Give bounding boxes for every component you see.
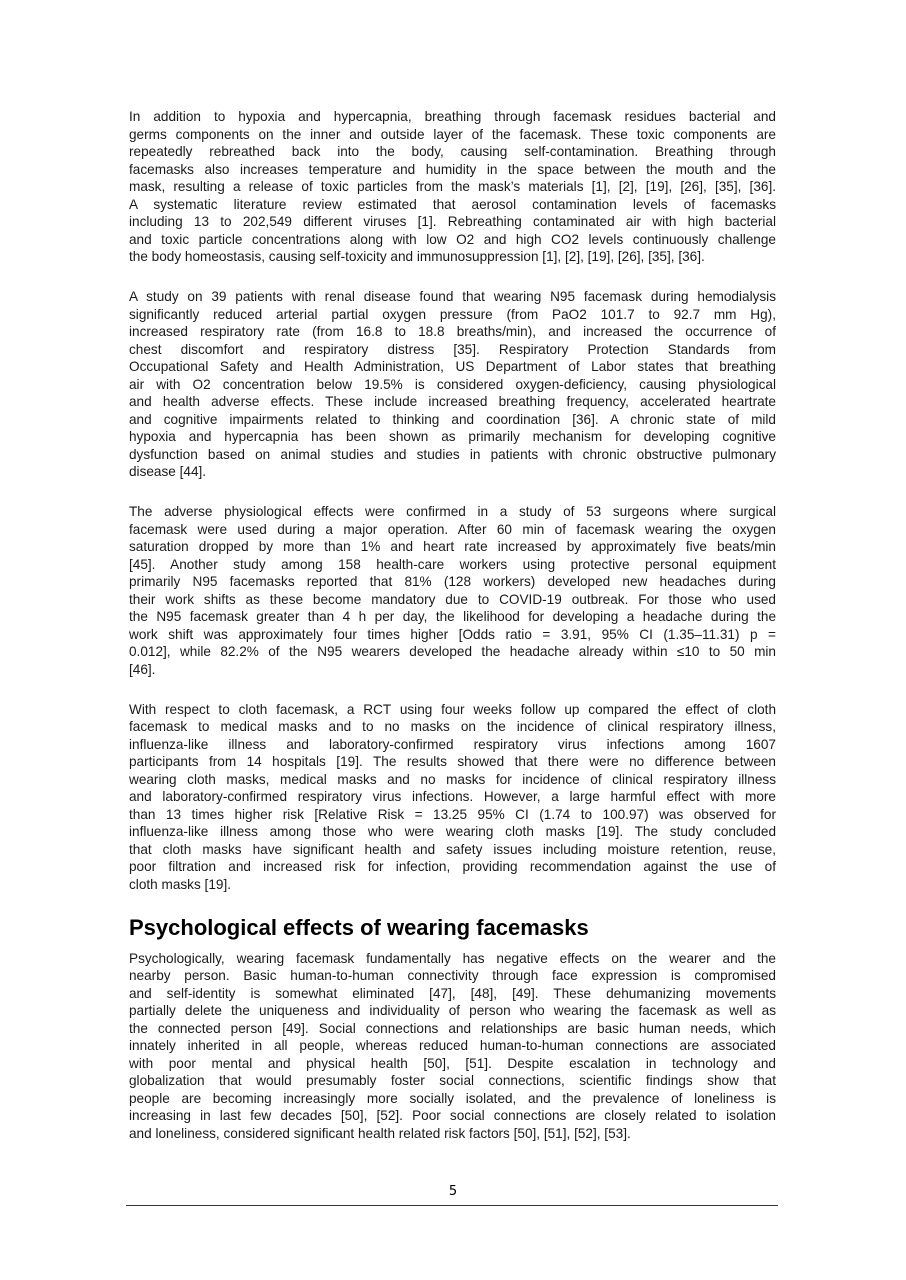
text-line: and cognitive impairments related to thinking and coordination [36]. A chronic state of mild <box>129 411 776 427</box>
text-line: globalization that would presumably foster social connections, scientific findings show that <box>129 1073 776 1088</box>
body-paragraphs <box>129 108 776 893</box>
text-line: With respect to cloth facemask, a RCT using four weeks follow up compared the effect of cloth <box>129 701 776 717</box>
text-line: hypoxia and hypercapnia has been shown as primarily mechanism for developing cognitive <box>129 429 776 444</box>
text-line: increasing in last few decades [50], [52]. Poor social connections are closely related to isolation <box>129 1108 776 1123</box>
text-line: nearby person. Basic human-to-human connectivity through face expression is compromised <box>129 968 776 983</box>
text-line: participants from 14 hospitals [19]. The results showed that there were no difference between <box>129 754 776 769</box>
text-line: air with O2 concentration below 19.5% is considered oxygen-deficiency, causing physiological <box>129 376 776 392</box>
text-line: increased respiratory rate (from 16.8 to 18.8 breaths/min), and increased the occurrence of <box>129 324 776 339</box>
text-line: and laboratory-confirmed respiratory virus infections. However, a large harmful effect with more <box>129 789 776 804</box>
text-line: [46]. <box>129 661 156 677</box>
text-line: that cloth masks have significant health and safety issues including moisture retention, reuse, <box>129 841 776 857</box>
text-line: their work shifts as these become mandatory due to COVID-19 outbreak. For those who used <box>129 591 776 607</box>
text-line: work shift was approximately four times higher [Odds ratio = 3.91, 95% CI (1.35–11.31) p = <box>129 626 776 642</box>
text-line: primarily N95 facemasks reported that 81% (128 workers) developed new headaches during <box>129 574 776 589</box>
text-line: facemask to medical masks and to no masks on the incidence of clinical respiratory illness, <box>129 719 776 734</box>
text-line: A systematic literature review estimated that aerosol contamination levels of facemasks <box>129 196 776 212</box>
text-line: poor filtration and increased risk for infection, providing recommendation against the use of <box>129 859 776 874</box>
text-line: than 13 times higher risk [Relative Risk = 13.25 95% CI (1.74 to 100.97) was observed for <box>129 806 776 822</box>
text-line: A study on 39 patients with renal disease found that wearing N95 facemask during hemodialysis <box>129 289 776 304</box>
text-line: Psychologically, wearing facemask fundamentally has negative effects on the wearer and the <box>129 950 776 966</box>
text-line: In addition to hypoxia and hypercapnia, breathing through facemask residues bacterial and <box>129 109 776 124</box>
footer-divider <box>126 1205 778 1206</box>
section-heading: Psychological effects of wearing facemasks <box>129 914 589 940</box>
paragraph <box>129 503 776 678</box>
text-line: saturation dropped by more than 1% and heart rate increased by approximately five beats/min <box>129 539 776 554</box>
paragraph <box>129 701 776 894</box>
text-line: facemask were used during a major operation. After 60 min of facemask wearing the oxygen <box>129 521 776 537</box>
text-line: with poor mental and physical health [50], [51]. Despite escalation in technology and <box>129 1055 776 1071</box>
text-line: the connected person [49]. Social connections and relationships are basic human needs, which <box>129 1020 776 1036</box>
text-line: repeatedly rebreathed back into the body, causing self-contamination. Breathing through <box>129 144 776 159</box>
page-body <box>129 108 776 1165</box>
text-line: and health adverse effects. These include increased breathing frequency, accelerated heartrate <box>129 394 776 409</box>
text-line: disease [44]. <box>129 464 207 479</box>
text-line: innately inherited in all people, whereas reduced human-to-human connections are associated <box>129 1038 776 1053</box>
text-line: the body homeostasis, causing self-toxicity and immunosuppression [1], [2], [19], [26], [35], [36]. <box>129 249 705 264</box>
text-line: facemasks also increases temperature and humidity in the space between the mouth and the <box>129 161 776 177</box>
page-number: 5 <box>448 1184 458 1199</box>
text-line: and loneliness, considered significant health related risk factors [50], [51], [52], [53]. <box>129 1125 631 1141</box>
text-line: including 13 to 202,549 different viruses [1]. Rebreathing contaminated air with high bacterial <box>129 214 776 229</box>
text-line: and self-identity is somewhat eliminated [47], [48], [49]. These dehumanizing movements <box>129 985 776 1001</box>
text-line: people are becoming increasingly more socially isolated, and the prevalence of loneliness is <box>129 1090 776 1106</box>
text-line: wearing cloth masks, medical masks and no masks for incidence of clinical respiratory illness <box>129 771 776 787</box>
text-line: chest discomfort and respiratory distress [35]. Respiratory Protection Standards from <box>129 341 776 357</box>
text-line: mask, resulting a release of toxic particles from the mask’s materials [1], [2], [19], [26], [35], [36]. <box>129 179 776 194</box>
section-paragraphs <box>129 950 776 1143</box>
text-line: partially delete the uniqueness and individuality of person who wearing the facemask as well as <box>129 1003 776 1018</box>
text-line: cloth masks [19]. <box>129 876 231 892</box>
text-line: dysfunction based on animal studies and studies in patients with chronic obstructive pulmonary <box>129 446 776 462</box>
paragraph <box>129 108 776 266</box>
text-line: the N95 facemask greater than 4 h per day, the likelihood for developing a headache during the <box>129 609 776 624</box>
text-line: Occupational Safety and Health Administration, US Department of Labor states that breathing <box>129 359 776 374</box>
text-line: significantly reduced arterial partial oxygen pressure (from PaO2 101.7 to 92.7 mm Hg), <box>129 306 776 322</box>
paragraph <box>129 950 776 1143</box>
text-line: influenza-like illness and laboratory-confirmed respiratory virus infections among 1607 <box>129 736 776 752</box>
text-line: germs components on the inner and outside layer of the facemask. These toxic components are <box>129 126 776 142</box>
paragraph <box>129 288 776 481</box>
text-line: and toxic particle concentrations along with low O2 and high CO2 levels continuously challenge <box>129 231 776 247</box>
text-line: [45]. Another study among 158 health-care workers using protective personal equipment <box>129 556 776 572</box>
text-line: influenza-like illness among those who were wearing cloth masks [19]. The study concluded <box>129 824 776 839</box>
text-line: The adverse physiological effects were confirmed in a study of 53 surgeons where surgical <box>129 504 776 519</box>
text-line: 0.012], while 82.2% of the N95 wearers developed the headache already within ≤10 to 50 min <box>129 644 776 659</box>
